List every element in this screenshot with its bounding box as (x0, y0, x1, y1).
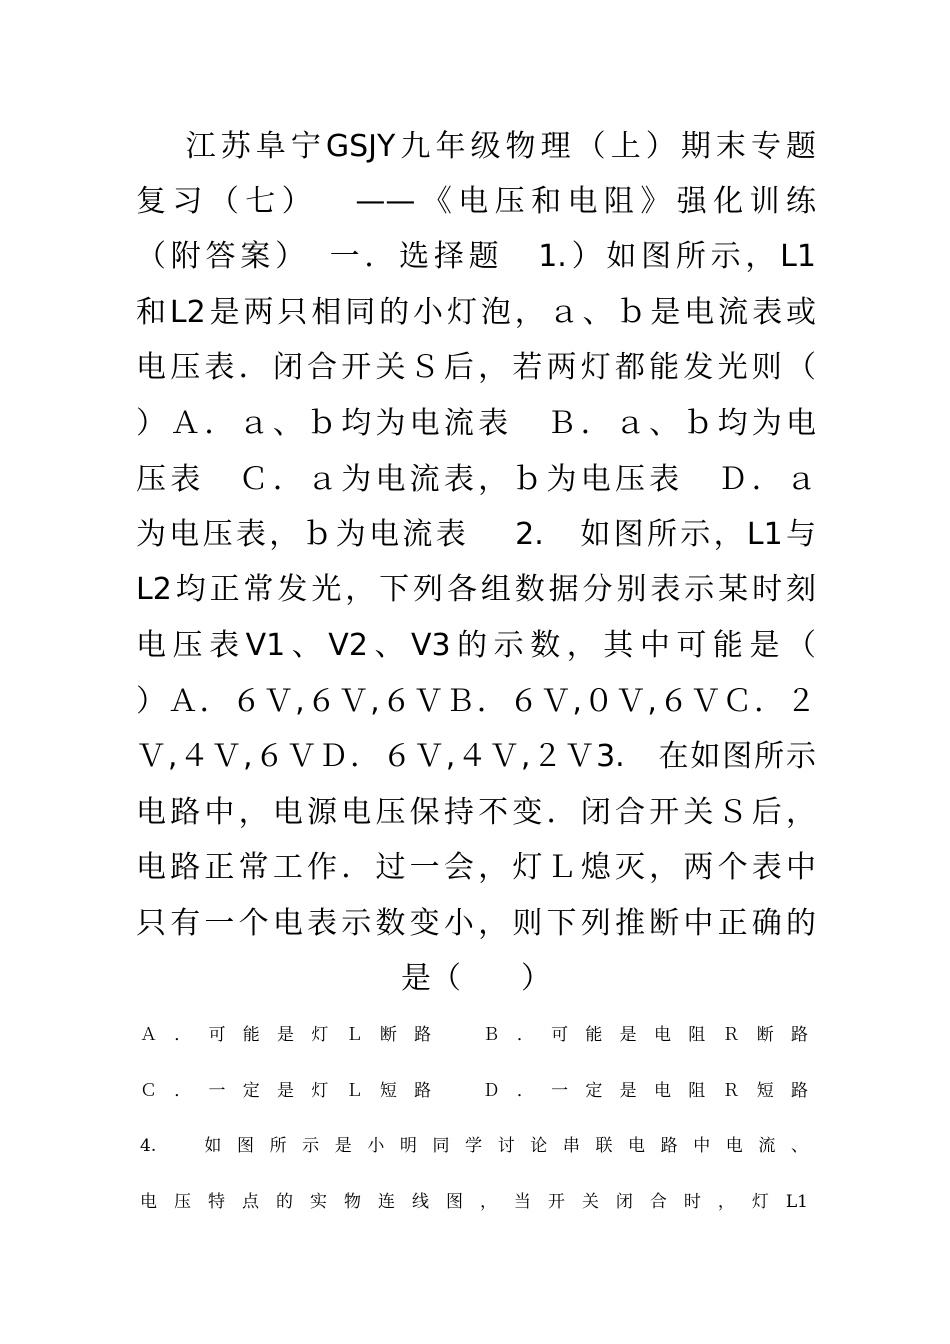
text-line: ）Ａ．ａ、ｂ均为电流表 Ｂ．ａ、ｂ均为电 (136, 406, 816, 441)
text-line: 压表 Ｃ．ａ为电流表，ｂ为电压表 Ｄ．ａ (136, 462, 816, 497)
text-line: 电压特点的实物连线图，当开关闭合时，灯L1 (140, 1192, 808, 1212)
text-line: 只有一个电表示数变小，则下列推断中正确的 (136, 906, 816, 941)
text-line: Ｖ,４Ｖ,６ＶＤ．６Ｖ,４Ｖ,２Ｖ3. 在如图所示 (136, 739, 816, 774)
text-line: 复习（七） ——《电压和电阻》强化训练 (136, 184, 816, 219)
text-line: （附答案） 一．选择题 1.）如图所示，L1 (136, 239, 816, 274)
text-line: 电压表．闭合开关Ｓ后，若两灯都能发光则（ (136, 350, 816, 385)
text-line: 江苏阜宁GSJY九年级物理（上）期末专题 (136, 129, 816, 164)
text-line: Ａ．可能是灯Ｌ断路 Ｂ．可能是电阻Ｒ断路 (140, 1025, 808, 1045)
text-line: 4. 如图所示是小明同学讨论串联电路中电流、 (140, 1136, 808, 1156)
text-line: Ｃ．一定是灯Ｌ短路 Ｄ．一定是电阻Ｒ短路 (140, 1081, 808, 1101)
text-line: L2均正常发光，下列各组数据分别表示某时刻 (136, 572, 816, 607)
text-line: ）Ａ．６Ｖ,６Ｖ,６ＶＢ．６Ｖ,０Ｖ,６ＶＣ．２ (136, 684, 816, 719)
text-line: 是（ ） (401, 961, 551, 996)
text-line: 电路中，电源电压保持不变．闭合开关Ｓ后， (136, 795, 816, 830)
text-line: 电路正常工作．过一会，灯Ｌ熄灭，两个表中 (136, 850, 816, 885)
text-line: 和L2是两只相同的小灯泡，ａ、ｂ是电流表或 (136, 295, 816, 330)
text-line: 为电压表，ｂ为电流表 2. 如图所示，L1与 (136, 517, 816, 552)
text-line: 电压表V1、V2、V3的示数，其中可能是（ (136, 628, 816, 663)
